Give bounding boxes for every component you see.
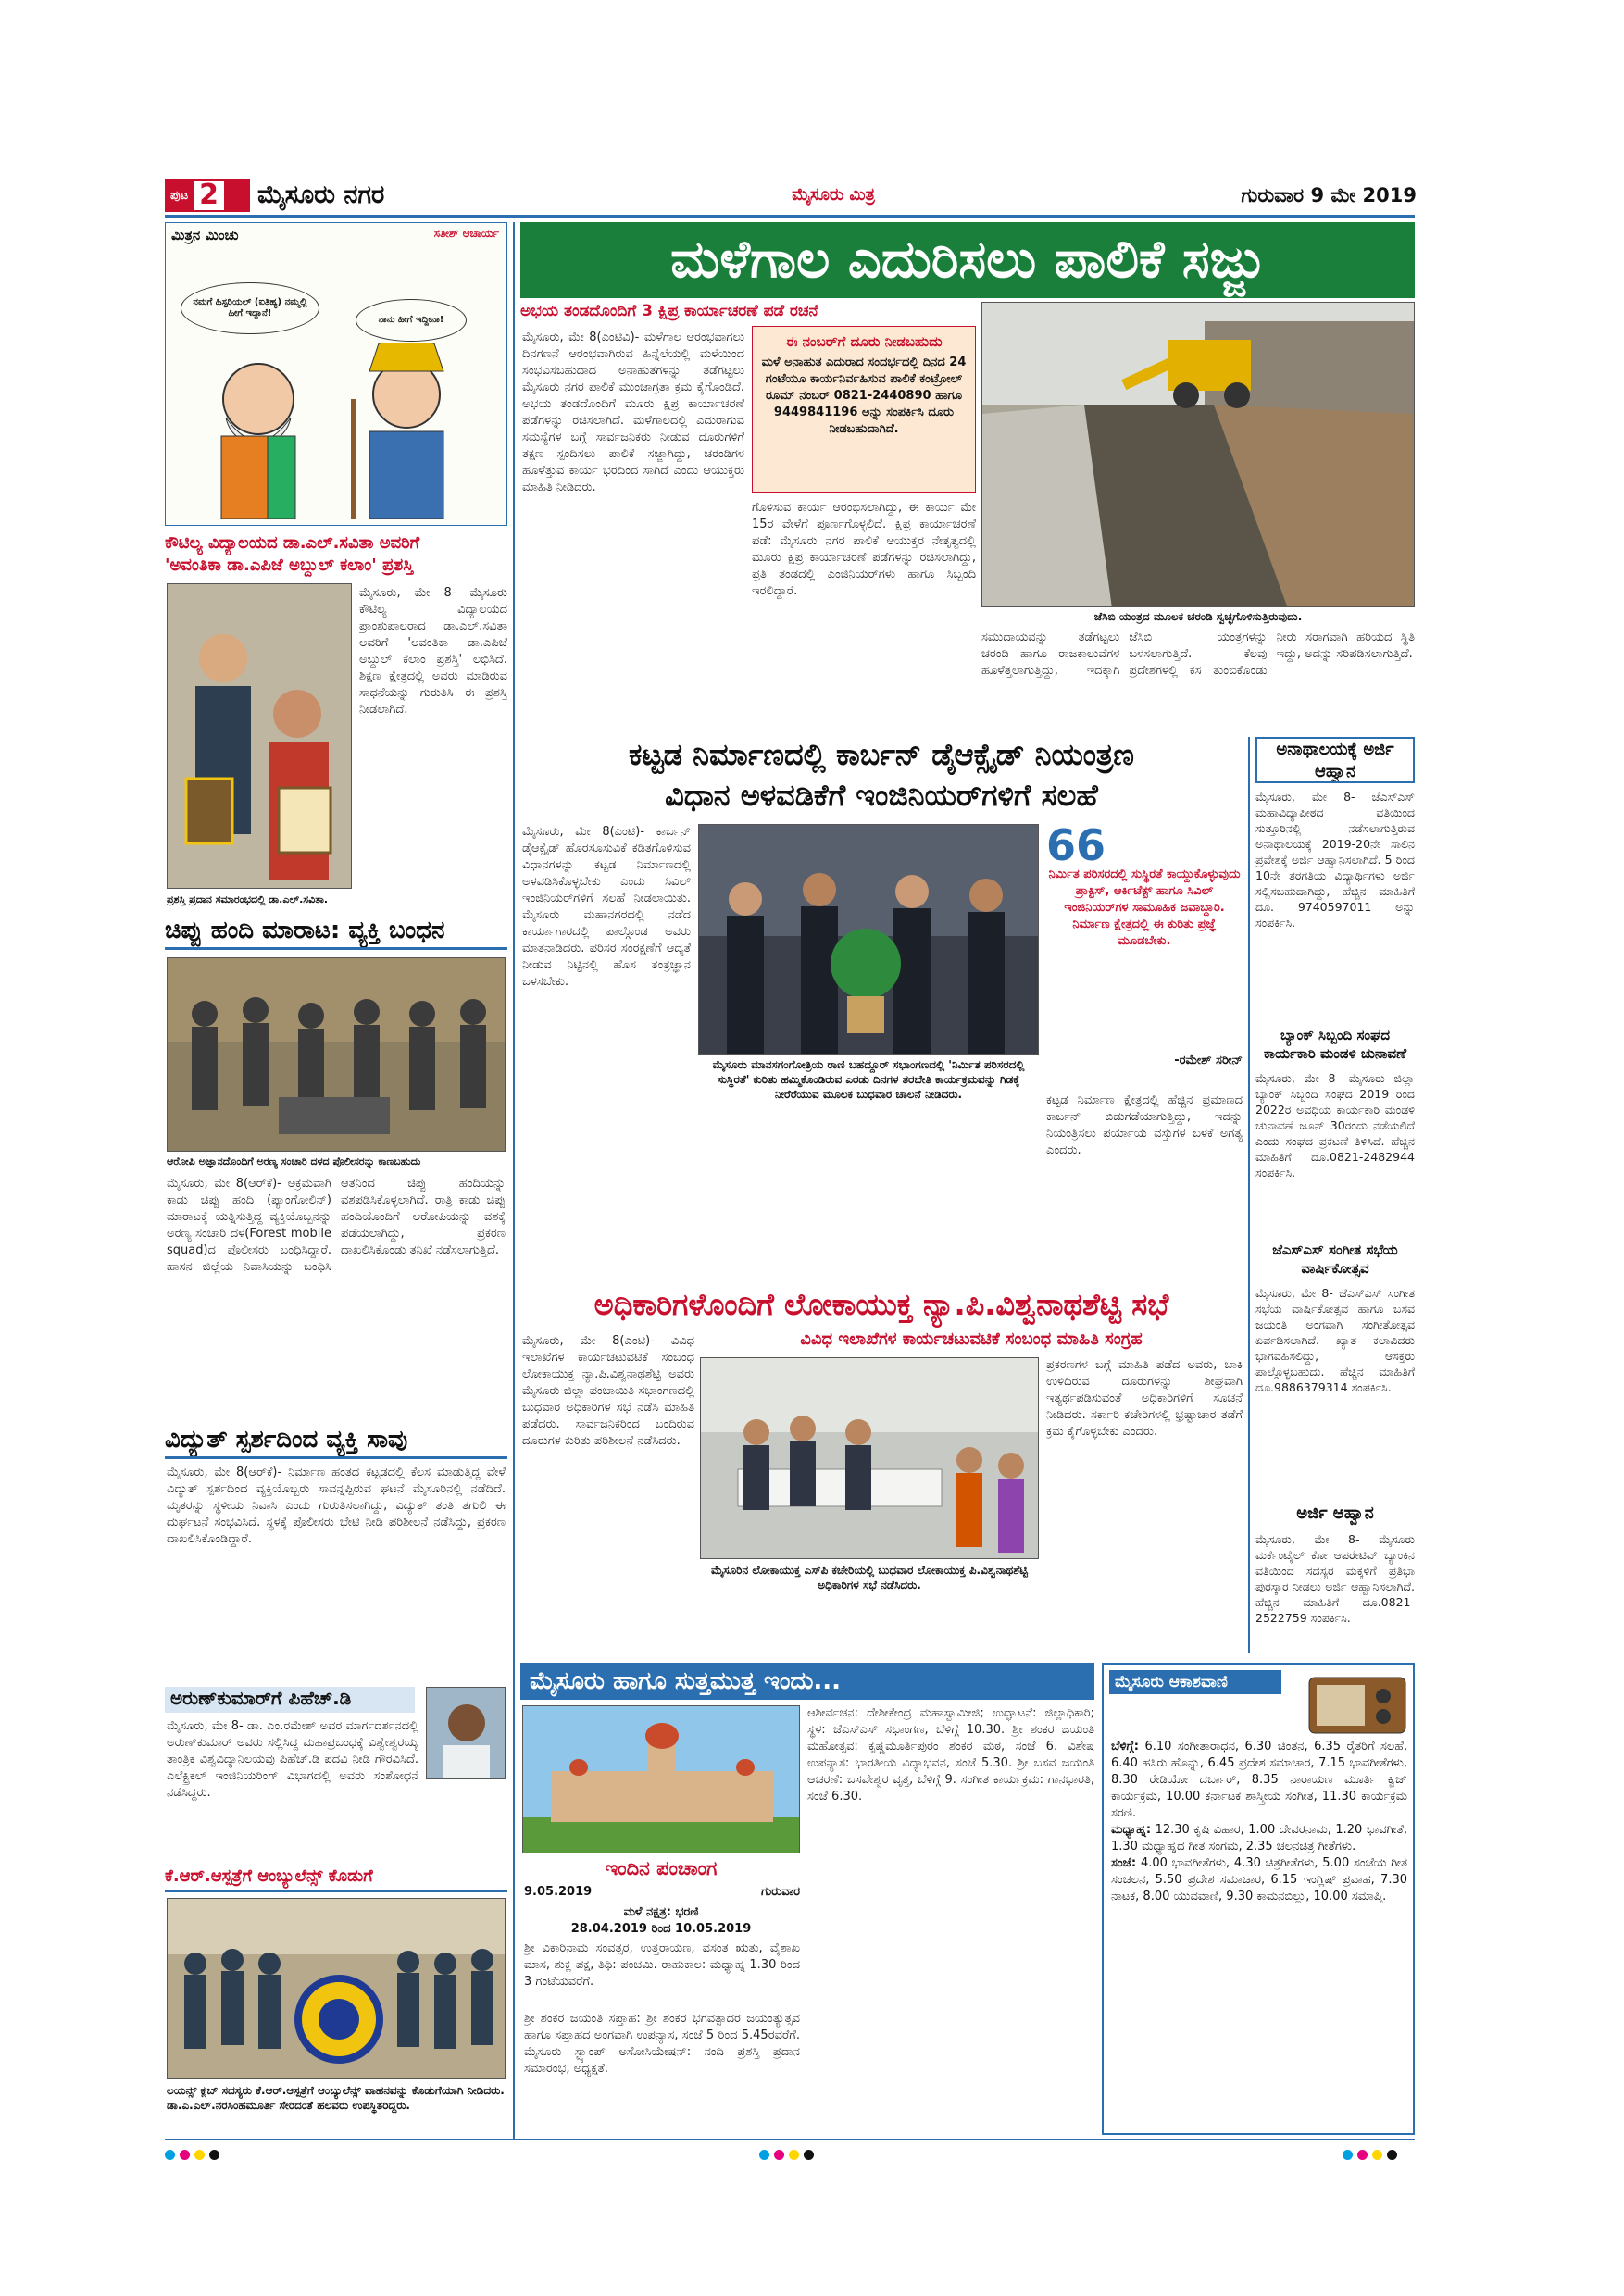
- panchanga-star: ಮಳೆ ನಕ್ಷತ್ರ: ಭರಣಿ: [623, 1905, 699, 1919]
- events-headline-text: ಮೈಸೂರು ಹಾಗೂ ಸುತ್ತಮುತ್ತ ಇಂದು...: [530, 1667, 842, 1695]
- radio-noon: 12.30 ಕೃಷಿ ವಿಹಾರ, 1.00 ದೇವರನಾಮ, 1.20 ಭಾವಗೀತೆ, 1.30 ಮಧ್ಯಾಹ್ನದ ಗೀತ ಸಂಗಮ, 2.35 ಚಲನಚಿತ್ರ ಗೀತೆಗಳು.: [1111, 1823, 1407, 1853]
- orphanage-body: ಮೈಸೂರು, ಮೇ 8- ಜೆಎಸ್‌ಎಸ್ ಮಹಾವಿದ್ಯಾಪೀಠದ ವತಿಯಿಂದ ಸುತ್ತೂರಿನಲ್ಲಿ ನಡೆಸಲಾಗುತ್ತಿರುವ ಅನಾಥಾಲಯಕ್ಕೆ 2019-20ನೇ ಸಾಲಿನ ಪ್ರವೇಶಕ್ಕೆ ಅರ್ಜಿ ಆಹ್ವಾನಿಸಲಾಗಿದೆ. 5 ರಿಂದ 10ನೇ ತರಗತಿಯ ವಿದ್ಯಾರ್ಥಿಗಳು ಅರ್ಜಿ ಸಲ್ಲಿಸಬಹುದಾಗಿದ್ದು, ಹೆಚ್ಚಿನ ಮಾಹಿತಿಗೆ ದೂ. 9740597011 ಅನ್ನು ಸಂಪರ್ಕಿಸಿ.: [1255, 790, 1415, 930]
- main-photo-art: [982, 303, 1415, 607]
- lokayukta-photo: [700, 1357, 1039, 1559]
- events-headline: [520, 1663, 1094, 1700]
- phd-body: ಮೈಸೂರು, ಮೇ 8- ಡಾ. ಎಂ.ರಮೇಶ್ ಅವರ ಮಾರ್ಗದರ್ಶನದಲ್ಲಿ ಅರುಣ್‌ಕುಮಾರ್ ಅವರು ಸಲ್ಲಿಸಿದ್ದ ಮಹಾಪ್ರಬಂಧಕ್ಕೆ ವಿಶ್ವೇಶ್ವರಯ್ಯ ತಾಂತ್ರಿಕ ವಿಶ್ವವಿದ್ಯಾನಿಲಯವು ಪಿಹೆಚ್.ಡಿ ಪದವಿ ನೀಡಿ ಗೌರವಿಸಿದೆ. ಎಲೆಕ್ಟ್ರಿಕಲ್ ಇಂಜಿನಿಯರಿಂಗ್ ವಿಭಾಗದಲ್ಲಿ ಅವರು ಸಂಶೋಧನೆ ನಡೆಸಿದ್ದರು.: [167, 1719, 418, 1800]
- header-rule: [165, 215, 1415, 218]
- helpline-text: ಮಳೆ ಅನಾಹುತ ಎದುರಾದ ಸಂದರ್ಭದಲ್ಲಿ ದಿನದ 24 ಗಂಟೆಯೂ ಕಾರ್ಯನಿರ್ವಹಿಸುವ ಪಾಲಿಕೆ ಕಂಟ್ರೋಲ್ ರೂಮ್ ನಂಬರ್ 0821-2440890 ಹಾಗೂ 9449841196 ಅನ್ನು ಸಂಪರ್ಕಿಸಿ ದೂರು ನೀಡಬಹುದಾಗಿದೆ.: [761, 356, 967, 436]
- award-caption: ಪ್ರಶಸ್ತಿ ಪ್ರದಾನ ಸಮಾರಂಭದಲ್ಲಿ ಡಾ.ಎಲ್.ಸವಿತಾ.: [167, 893, 329, 905]
- registration-dot: [804, 2150, 814, 2160]
- registration-dot: [774, 2150, 784, 2160]
- registration-dot: [789, 2150, 799, 2160]
- cartoon-bubble-left: [181, 282, 319, 334]
- lokayukta-caption: ಮೈಸೂರಿನ ಲೋಕಾಯುಕ್ತ ಎಸ್‌ಪಿ ಕಚೇರಿಯಲ್ಲಿ ಬುಧವಾರ ಲೋಕಾಯುಕ್ತ ಪಿ.ವಿಶ್ವನಾಥಶೆಟ್ಟಿ ಅಧಿಕಾರಿಗಳ ಸಭೆ ನಡೆಸಿದರು.: [711, 1564, 1028, 1591]
- electric-headline: ವಿದ್ಯುತ್ ಸ್ಪರ್ಶದಿಂದ ವ್ಯಕ್ತಿ ಸಾವು: [165, 1426, 507, 1459]
- main-headline-text: ಮಳೆಗಾಲ ಎದುರಿಸಲು ಪಾಲಿಕೆ ಸಜ್ಜು: [670, 230, 1265, 290]
- panchanga-title: ಇಂದಿನ ಪಂಚಾಂಗ: [605, 1857, 718, 1879]
- award-headline-1: ಕೌಟಿಲ್ಯ ವಿದ್ಯಾಲಯದ ಡಾ.ಎಲ್.ಸವಿತಾ ಅವರಿಗೆ: [165, 533, 420, 553]
- sandal-photo-art: [168, 958, 506, 1152]
- footer-dots-left: [165, 2146, 239, 2159]
- radio-panel: [1102, 1663, 1415, 2135]
- orphanage-headline: ಅನಾಥಾಲಯಕ್ಕೆ ಅರ್ಜಿ ಆಹ್ವಾನ: [1255, 737, 1415, 783]
- radio-noon-label: ಮಧ್ಯಾಹ್ನ:: [1111, 1823, 1152, 1837]
- award-headline-2: 'ಅವಂತಿಕಾ ಡಾ.ಎಪಿಜೆ ಅಬ್ದುಲ್ ಕಲಾಂ' ಪ್ರಶಸ್ತಿ: [165, 555, 414, 575]
- registration-dot: [1372, 2150, 1382, 2160]
- award-photo-art: [168, 584, 352, 889]
- sandal-headline: ಚಿಪ್ಪು ಹಂದಿ ಮಾರಾಟ: ವ್ಯಕ್ತಿ ಬಂಧನ: [165, 917, 507, 950]
- carbon-photo-caption: ಮೈಸೂರು ಮಾನಸಗಂಗೋತ್ರಿಯ ರಾಣಿ ಬಹದ್ದೂರ್ ಸಭಾಂಗಣದಲ್ಲಿ 'ನಿರ್ಮಿತ ಪರಿಸರದಲ್ಲಿ ಸುಸ್ಥಿರತೆ' ಕುರಿತು ಹಮ್ಮಿಕೊಂಡಿರುವ ಎರಡು ದಿನಗಳ ತರಬೇತಿ ಕಾರ್ಯಕ್ರಮವನ್ನು ಗಿಡಕ್ಕೆ ನೀರೆರೆಯುವ ಮೂಲಕ ಬುಧವಾರ ಚಾಲನೆ ನೀಡಿದರು.: [712, 1058, 1025, 1101]
- teachers-headline: ಬ್ಯಾಂಕ್ ಸಿಬ್ಬಂದಿ ಸಂಘದ ಕಾರ್ಯಕಾರಿ ಮಂಡಳಿ ಚುನಾವಣೆ: [1263, 1027, 1407, 1062]
- cartoon-panel: [165, 222, 507, 526]
- lions-photo: [167, 1898, 506, 2079]
- music-body: ಮೈಸೂರು, ಮೇ 8- ಜೆಎಸ್‌ಎಸ್ ಸಂಗೀತ ಸಭೆಯ ವಾರ್ಷಿಕೋತ್ಸವ ಹಾಗೂ ಬಸವ ಜಯಂತಿ ಅಂಗವಾಗಿ ಸಂಗೀತೋತ್ಸವ ಏರ್ಪಡಿಸಲಾಗಿದೆ. ಖ್ಯಾತ ಕಲಾವಿದರು ಭಾಗವಹಿಸಲಿದ್ದು, ಆಸಕ್ತರು ಪಾಲ್ಗೊಳ್ಳಬಹುದು. ಹೆಚ್ಚಿನ ಮಾಹಿತಿಗೆ ದೂ.9886379314 ಸಂಪರ್ಕಿಸಿ.: [1255, 1286, 1415, 1394]
- radio-evening: 4.00 ಭಾವಗೀತೆಗಳು, 4.30 ಚಿತ್ರಗೀತೆಗಳು, 5.00 ಸಂಜೆಯ ಗೀತ ಸಂಚಲನ, 5.50 ಪ್ರದೇಶ ಸಮಾಚಾರ, 6.15 ಇಂಗ್ಲಿಷ್ ಪ್ರವಾಹ, 7.30 ನಾಟಕ, 8.00 ಯುವವಾಣಿ, 9.30 ಕಾಮನಬಿಲ್ಲು, 10.00 ಸಮಾಪ್ತಿ.: [1111, 1856, 1407, 1903]
- registration-dot: [1357, 2150, 1368, 2160]
- registration-dot: [1343, 2150, 1353, 2160]
- main-body-1: ಮೈಸೂರು, ಮೇ 8(ಎಂಟಿವಿ)- ಮಳೆಗಾಲ ಆರಂಭವಾಗಲು ದಿನಗಣನೆ ಆರಂಭವಾಗಿರುವ ಹಿನ್ನೆಲೆಯಲ್ಲಿ ಮಳೆಯಿಂದ ಸಂಭವಿಸಬಹುದಾದ ಅನಾಹುತಗಳನ್ನು ತಡೆಗಟ್ಟಲು ಮೈಸೂರು ನಗರ ಪಾಲಿಕೆ ಮುಂಜಾಗ್ರತಾ ಕ್ರಮ ಕೈಗೊಂಡಿದೆ. ಅಭಯ ತಂಡದೊಂದಿಗೆ ಮೂರು ಕ್ಷಿಪ್ರ ಕಾರ್ಯಾಚರಣೆ ಪಡೆಗಳನ್ನು ರಚಿಸಲಾಗಿದೆ. ಮಳೆಗಾಲದಲ್ಲಿ ಎದುರಾಗುವ ಸಮಸ್ಯೆಗಳ ಬಗ್ಗೆ ಸಾರ್ವಜನಿಕರು ನೀಡುವ ದೂರುಗಳಿಗೆ ತಕ್ಷಣ ಸ್ಪಂದಿಸಲು ಪಾಲಿಕೆ ಸಜ್ಜಾಗಿದ್ದು, ಚರಂಡಿಗಳ ಹೂಳೆತ್ತುವ ಕಾರ್ಯ ಭರದಿಂದ ಸಾಗಿದೆ ಎಂದು ಆಯುಕ್ತರು ಮಾಹಿತಿ ನೀಡಿದರು.: [522, 331, 744, 494]
- application-headline: ಅರ್ಜಿ ಆಹ್ವಾನ: [1296, 1504, 1374, 1523]
- helpline-title: ಈ ನಂಬರ್‌ಗೆ ದೂರು ನೀಡಬಹುದು: [785, 333, 943, 350]
- carbon-quote-author: -ರಮೇಶ್ ಸರೀನ್: [1174, 1054, 1243, 1067]
- registration-dot: [1387, 2150, 1397, 2160]
- radio-morning: 6.10 ಸಂಗೀತಾರಾಧನ, 6.30 ಚಿಂತನ, 6.35 ರೈತರಿಗೆ ಸಲಹೆ, 6.40 ಹಸಿರು ಹೊನ್ನು, 6.45 ಪ್ರದೇಶ ಸಮಾಚಾರ, 7.15 ಭಾವಗೀತೆಗಳು, 8.30 ರೇಡಿಯೋ ದರ್ಬಾರ್, 8.35 ನಾರಾಯಣ ಮೂರ್ತಿ ಕ್ವಿಜ್ ಕಾರ್ಯಕ್ರಮ, 10.00 ಕರ್ನಾಟಕ ಶಾಸ್ತ್ರೀಯ ಸಂಗೀತ, 11.30 ಕಾರ್ಯಕ್ರಮ ಸರಣಿ.: [1111, 1740, 1407, 1820]
- lions-caption: ಲಯನ್ಸ್ ಕ್ಲಬ್ ಸದಸ್ಯರು ಕೆ.ಆರ್.ಆಸ್ಪತ್ರೆಗೆ ಆಂಬ್ಯುಲೆನ್ಸ್ ವಾಹನವನ್ನು ಕೊಡುಗೆಯಾಗಿ ನೀಡಿದರು. ಡಾ.ಎ.ಎಲ್.ನರಸಿಂಹಮೂರ್ತಿ ಸೇರಿದಂತೆ ಹಲವರು ಉಪಸ್ಥಿತರಿದ್ದರು.: [167, 2084, 505, 2112]
- phd-photo-art: [427, 1688, 506, 1779]
- award-photo: [167, 583, 352, 889]
- footer-dots-center: [759, 2146, 833, 2159]
- cartoon-bubble-left-text: ನಮಗೆ ಹಿಸ್ಟರಿಯಲ್ (ಐತಿಹ್ಯ) ನಮ್ಮಲ್ಲಿ ಹೀಗೆ ಇದ್ದಾನೆ!: [193, 297, 307, 318]
- panchanga-day: ಗುರುವಾರ: [761, 1885, 800, 1899]
- main-photo-caption: ಜೆಸಿಬಿ ಯಂತ್ರದ ಮೂಲಕ ಚರಂಡಿ ಸ್ವಚ್ಛಗೊಳಿಸುತ್ತಿರುವುದು.: [1093, 610, 1303, 623]
- carbon-photo: [698, 824, 1039, 1055]
- radio-headline: ಮೈಸೂರು ಆಕಾಶವಾಣಿ: [1109, 1670, 1281, 1694]
- cartoon-artist: ಸತೀಶ್ ಆಚಾರ್ಯ: [433, 227, 499, 240]
- page-label: ಪುಟ: [170, 188, 189, 203]
- lokayukta-photo-art: [701, 1358, 1039, 1559]
- carbon-headline-2: ವಿಧಾನ ಅಳವಡಿಕೆಗೆ ಇಂಜಿನಿಯರ್‌ಗಳಿಗೆ ಸಲಹೆ: [665, 778, 1098, 813]
- registration-dot: [759, 2150, 769, 2160]
- lokayukta-headline: ಅಧಿಕಾರಿಗಳೊಂದಿಗೆ ಲೋಕಾಯುಕ್ತ ನ್ಯಾ.ಪಿ.ವಿಶ್ವನಾಥಶೆಟ್ಟಿ ಸಭೆ: [593, 1287, 1169, 1322]
- award-body: ಮೈಸೂರು, ಮೇ 8- ಮೈಸೂರು ಕೌಟಿಲ್ಯ ವಿದ್ಯಾಲಯದ ಪ್ರಾಂಶುಪಾಲರಾದ ಡಾ.ಎಲ್.ಸವಿತಾ ಅವರಿಗೆ 'ಅವಂತಿಕಾ ಡಾ.ಎಪಿಜೆ ಅಬ್ದುಲ್ ಕಲಾಂ ಪ್ರಶಸ್ತಿ' ಲಭಿಸಿದೆ. ಶಿಕ್ಷಣ ಕ್ಷೇತ್ರದಲ್ಲಿ ಅವರು ಮಾಡಿರುವ ಸಾಧನೆಯನ್ನು ಗುರುತಿಸಿ ಈ ಪ್ರಶಸ್ತಿ ನೀಡಲಾಗಿದೆ.: [359, 586, 507, 717]
- left-column-divider: [513, 222, 515, 2139]
- page-number-box: [165, 179, 250, 212]
- carbon-quote-mark: 66: [1046, 820, 1106, 870]
- main-headline: [520, 222, 1415, 298]
- sandal-body: ಮೈಸೂರು, ಮೇ 8(ಆರ್‌ಕೆ)- ಅಕ್ರಮವಾಗಿ ಕಾಡು ಚಿಪ್ಪು ಹಂದಿ (ಪ್ಯಾಂಗೋಲಿನ್) ಮಾರಾಟಕ್ಕೆ ಯತ್ನಿಸುತ್ತಿದ್ದ ವ್ಯಕ್ತಿಯೊಬ್ಬನನ್ನು ಅರಣ್ಯ ಸಂಚಾರಿ ದಳ(Forest mobile squad)ದ ಪೊಲೀಸರು ಬಂಧಿಸಿದ್ದಾರೆ. ಹಾಸನ ಜಿಲ್ಲೆಯ ನಿವಾಸಿಯನ್ನು ಬಂಧಿಸಿ ಆತನಿಂದ ಚಿಪ್ಪು ಹಂದಿಯನ್ನು ವಶಪಡಿಸಿಕೊಳ್ಳಲಾಗಿದೆ. ರಾತ್ರಿ ಕಾಡು ಚಿಪ್ಪು ಹಂದಿಯೊಂದಿಗೆ ಆರೋಪಿಯನ್ನು ವಶಕ್ಕೆ ಪಡೆಯಲಾಗಿದ್ದು, ಪ್ರಕರಣ ದಾಖಲಿಸಿಕೊಂಡು ತನಿಖೆ ನಡೆಸಲಾಗುತ್ತಿದೆ.: [167, 1177, 506, 1274]
- events-body: ಆಶೀರ್ವಚನ: ದೇಶೀಕೇಂದ್ರ ಮಹಾಸ್ವಾಮೀಜಿ; ಉದ್ಘಾಟನೆ: ಜಿಲ್ಲಾಧಿಕಾರಿ; ಸ್ಥಳ: ಜೆಎಸ್‌ಎಸ್ ಸಭಾಂಗಣ, ಬೆಳಿಗ್ಗೆ 10.30. ಶ್ರೀ ಶಂಕರ ಜಯಂತಿ ಮಹೋತ್ಸವ: ಕೃಷ್ಣಮೂರ್ತಿಪುರಂ ಶಂಕರ ಮಠ, ಸಂಜೆ 6. ವಿಶೇಷ ಉಪನ್ಯಾಸ: ಭಾರತೀಯ ವಿದ್ಯಾಭವನ, ಸಂಜೆ 5.30. ಶ್ರೀ ಬಸವ ಜಯಂತಿ ಆಚರಣೆ: ಬಸವೇಶ್ವರ ವೃತ್ತ, ಬೆಳಿಗ್ಗೆ 9. ಸಂಗೀತ ಕಾರ್ಯಕ್ರಮ: ಗಾನಭಾರತಿ, ಸಂಜೆ 6.30.: [807, 1706, 1094, 1803]
- page-number: 2: [194, 181, 224, 210]
- registration-dot: [165, 2150, 175, 2160]
- cartoon-illustration: [184, 343, 490, 519]
- carbon-body-1: ಮೈಸೂರು, ಮೇ 8(ಎಂಟಿ)- ಕಾರ್ಬನ್ ಡೈಆಕ್ಸೈಡ್ ಹೊರಸೂಸುವಿಕೆ ಕಡಿತಗೊಳಿಸುವ ವಿಧಾನಗಳನ್ನು ಕಟ್ಟಡ ನಿರ್ಮಾಣದಲ್ಲಿ ಅಳವಡಿಸಿಕೊಳ್ಳಬೇಕು ಎಂದು ಸಿವಿಲ್ ಇಂಜಿನಿಯರ್‌ಗಳಿಗೆ ಸಲಹೆ ನೀಡಲಾಯಿತು. ಮೈಸೂರು ಮಹಾನಗರದಲ್ಲಿ ನಡೆದ ಕಾರ್ಯಾಗಾರದಲ್ಲಿ ಪಾಲ್ಗೊಂಡ ಅವರು ಮಾತನಾಡಿದರು. ಪರಿಸರ ಸಂರಕ್ಷಣೆಗೆ ಆದ್ಯತೆ ನೀಡುವ ನಿಟ್ಟಿನಲ್ಲಿ ಹೊಸ ತಂತ್ರಜ್ಞಾನ ಬಳಸಬೇಕು.: [522, 825, 691, 989]
- radio-schedule: [1111, 1739, 1407, 2128]
- sandal-photo: [167, 957, 506, 1152]
- helpline-box: [752, 326, 976, 493]
- lokayukta-subhead: ವಿವಿಧ ಇಲಾಖೆಗಳ ಕಾರ್ಯಚಟುವಟಿಕೆ ಸಂಬಂಧ ಮಾಹಿತಿ ಸಂಗ್ರಹ: [800, 1329, 1143, 1349]
- palace-photo: [522, 1705, 800, 1853]
- sandal-caption: ಆರೋಪಿ ಅಜ್ಞಾನದೊಂದಿಗೆ ಅರಣ್ಯ ಸಂಚಾರಿ ದಳದ ಪೊಲೀಸರನ್ನು ಕಾಣಬಹುದು: [167, 1155, 421, 1167]
- application-body: ಮೈಸೂರು, ಮೇ 8- ಮೈಸೂರು ಮರ್ಕೆಂಟೈಲ್ ಕೋ ಆಪರೇಟಿವ್ ಬ್ಯಾಂಕಿನ ವತಿಯಿಂದ ಸದಸ್ಯರ ಮಕ್ಕಳಿಗೆ ಪ್ರತಿಭಾ ಪುರಸ್ಕಾರ ನೀಡಲು ಅರ್ಜಿ ಆಹ್ವಾನಿಸಲಾಗಿದೆ. ಹೆಚ್ಚಿನ ಮಾಹಿತಿಗೆ ದೂ.0821-2522759 ಸಂಪರ್ಕಿಸಿ.: [1255, 1532, 1415, 1625]
- electric-body: ಮೈಸೂರು, ಮೇ 8(ಆರ್‌ಕೆ)- ನಿರ್ಮಾಣ ಹಂತದ ಕಟ್ಟಡದಲ್ಲಿ ಕೆಲಸ ಮಾಡುತ್ತಿದ್ದ ವೇಳೆ ವಿದ್ಯುತ್ ಸ್ಪರ್ಶದಿಂದ ವ್ಯಕ್ತಿಯೊಬ್ಬರು ಸಾವನ್ನಪ್ಪಿರುವ ಘಟನೆ ಮೈಸೂರಿನಲ್ಲಿ ನಡೆದಿದೆ. ಮೃತರನ್ನು ಸ್ಥಳೀಯ ನಿವಾಸಿ ಎಂದು ಗುರುತಿಸಲಾಗಿದ್ದು, ವಿದ್ಯುತ್ ತಂತಿ ತಗುಲಿ ಈ ದುರ್ಘಟನೆ ಸಂಭವಿಸಿದೆ. ಸ್ಥಳಕ್ಕೆ ಪೊಲೀಸರು ಭೇಟಿ ನೀಡಿ ಪರಿಶೀಲನೆ ನಡೆಸಿದ್ದು, ಪ್ರಕರಣ ದಾಖಲಿಸಿಕೊಂಡಿದ್ದಾರೆ.: [167, 1466, 506, 1546]
- phd-photo: [426, 1687, 506, 1779]
- section-title: ಮೈಸೂರು ನಗರ: [257, 181, 385, 209]
- lions-photo-art: [168, 1899, 506, 2079]
- main-subhead: ಅಭಯ ತಂಡದೊಂದಿಗೆ 3 ಕ್ಷಿಪ್ರ ಕಾರ್ಯಾಚರಣೆ ಪಡೆ ರಚನೆ: [520, 302, 818, 320]
- lokayukta-body-1: ಮೈಸೂರು, ಮೇ 8(ಎಂಟಿ)- ವಿವಿಧ ಇಲಾಖೆಗಳ ಕಾರ್ಯಚಟುವಟಿಕೆ ಸಂಬಂಧ ಲೋಕಾಯುಕ್ತ ನ್ಯಾ.ಪಿ.ವಿಶ್ವನಾಥಶೆಟ್ಟಿ ಅವರು ಮೈಸೂರು ಜಿಲ್ಲಾ ಪಂಚಾಯಿತಿ ಸಭಾಂಗಣದಲ್ಲಿ ಬುಧವಾರ ಅಧಿಕಾರಿಗಳ ಸಭೆ ನಡೆಸಿ ಮಾಹಿತಿ ಪಡೆದರು. ಸಾರ್ವಜನಿಕರಿಂದ ಬಂದಿರುವ ದೂರುಗಳ ಕುರಿತು ಪರಿಶೀಲನೆ ನಡೆಸಿದರು.: [522, 1334, 694, 1448]
- lokayukta-body-2: ಪ್ರಕರಣಗಳ ಬಗ್ಗೆ ಮಾಹಿತಿ ಪಡೆದ ಅವರು, ಬಾಕಿ ಉಳಿದಿರುವ ದೂರುಗಳನ್ನು ಶೀಘ್ರವಾಗಿ ಇತ್ಯರ್ಥಪಡಿಸುವಂತೆ ಅಧಿಕಾರಿಗಳಿಗೆ ಸೂಚನೆ ನೀಡಿದರು. ಸರ್ಕಾರಿ ಕಚೇರಿಗಳಲ್ಲಿ ಭ್ರಷ್ಟಾಚಾರ ತಡೆಗೆ ಕ್ರಮ ಕೈಗೊಳ್ಳಬೇಕು ಎಂದರು.: [1046, 1358, 1243, 1439]
- carbon-quote-box: [1046, 820, 1243, 1089]
- cartoon-bubble-right-text: ನಾನು ಹೀಗೆ ಇದ್ದೀನಾ!: [378, 315, 444, 325]
- main-body-4: ಸಮುದಾಯವನ್ನು ತಡೆಗಟ್ಟಲು ಚರಂಡಿ ಹಾಗೂ ರಾಜಕಾಲುವೆಗಳ ಹೂಳೆತ್ತಲಾಗುತ್ತಿದ್ದು, ಇದಕ್ಕಾಗಿ ಜೆಸಿಬಿ ಯಂತ್ರಗಳನ್ನು ಬಳಸಲಾಗುತ್ತಿದೆ. ಕೆಲವು ಪ್ರದೇಶಗಳಲ್ಲಿ ಕಸ ತುಂಬಿಕೊಂಡು ನೀರು ಸರಾಗವಾಗಿ ಹರಿಯದ ಸ್ಥಿತಿ ಇದ್ದು, ಅದನ್ನು ಸರಿಪಡಿಸಲಾಗುತ್ತಿದೆ.: [981, 630, 1415, 678]
- events-extra: ಶ್ರೀ ಶಂಕರ ಜಯಂತಿ ಸಪ್ತಾಹ: ಶ್ರೀ ಶಂಕರ ಭಗವತ್ಪಾದರ ಜಯಂತ್ಯುತ್ಸವ ಹಾಗೂ ಸಪ್ತಾಹದ ಅಂಗವಾಗಿ ಉಪನ್ಯಾಸ, ಸಂಜೆ 5 ರಿಂದ 5.45ರವರೆಗೆ. ಮೈಸೂರು ಸ್ಟ್ಯಾಂಪ್ ಅಸೋಸಿಯೇಷನ್: ನಂದಿ ಪ್ರಶಸ್ತಿ ಪ್ರದಾನ ಸಮಾರಂಭ, ಅಧ್ಯಕ್ಷತೆ.: [524, 2012, 800, 2076]
- masthead: ಮೈಸೂರು ಮಿತ್ರ: [792, 185, 875, 205]
- radio-icon: [1307, 1670, 1407, 1735]
- main-body-3: ಗೊಳಿಸುವ ಕಾರ್ಯ ಆರಂಭಿಸಲಾಗಿದ್ದು, ಈ ಕಾರ್ಯ ಮೇ 15ರ ವೇಳೆಗೆ ಪೂರ್ಣಗೊಳ್ಳಲಿದೆ. ಕ್ಷಿಪ್ರ ಕಾರ್ಯಾಚರಣೆ ಪಡೆ: ಮೈಸೂರು ನಗರ ಪಾಲಿಕೆ ಆಯುಕ್ತರ ನೇತೃತ್ವದಲ್ಲಿ ಮೂರು ಕ್ಷಿಪ್ರ ಕಾರ್ಯಾಚರಣೆ ಪಡೆಗಳನ್ನು ರಚಿಸಲಾಗಿದ್ದು, ಪ್ರತಿ ತಂಡದಲ್ಲಿ ಎಂಜಿನಿಯರ್‌ಗಳು ಹಾಗೂ ಸಿಬ್ಬಂದಿ ಇರಲಿದ್ದಾರೆ.: [752, 501, 976, 598]
- cartoon-title: ಮಿತ್ರನ ಮಿಂಚು: [171, 227, 239, 243]
- phd-headline: ಅರುಣ್‌ಕುಮಾರ್‌ಗೆ ಪಿಹೆಚ್.ಡಿ: [165, 1687, 415, 1713]
- registration-dot: [209, 2150, 219, 2160]
- registration-dot: [194, 2150, 205, 2160]
- panchanga-date: 9.05.2019: [524, 1885, 593, 1899]
- radio-morning-label: ಬೆಳಿಗ್ಗೆ:: [1111, 1740, 1139, 1753]
- carbon-headline-1: ಕಟ್ಟಡ ನಿರ್ಮಾಣದಲ್ಲಿ ಕಾರ್ಬನ್ ಡೈಆಕ್ಸೈಡ್ ನಿಯಂತ್ರಣ: [629, 737, 1134, 772]
- footer-rule: [165, 2139, 1415, 2140]
- panchanga-body: ಶ್ರೀ ವಿಕಾರಿನಾಮ ಸಂವತ್ಸರ, ಉತ್ತರಾಯಣ, ವಸಂತ ಋತು, ವೈಶಾಖ ಮಾಸ, ಶುಕ್ಲ ಪಕ್ಷ, ತಿಥಿ: ಪಂಚಮಿ. ರಾಹುಕಾಲ: ಮಧ್ಯಾಹ್ನ 1.30 ರಿಂದ 3 ಗಂಟೆಯವರೆಗೆ.: [524, 1941, 800, 1989]
- header-date: ಗುರುವಾರ 9 ಮೇ 2019: [1241, 184, 1417, 206]
- right-column-divider: [1248, 737, 1250, 1653]
- main-photo: [981, 302, 1415, 607]
- music-headline: ಜೆಎಸ್‌ಎಸ್ ಸಂಗೀತ ಸಭೆಯ ವಾರ್ಷಿಕೋತ್ಸವ: [1272, 1242, 1398, 1277]
- lions-headline: ಕೆ.ಆರ್.ಆಸ್ಪತ್ರೆಗೆ ಆಂಬ್ಯುಲೆನ್ಸ್ ಕೊಡುಗೆ: [165, 1866, 507, 1892]
- carbon-body-2: ಕಟ್ಟಡ ನಿರ್ಮಾಣ ಕ್ಷೇತ್ರದಲ್ಲಿ ಹೆಚ್ಚಿನ ಪ್ರಮಾಣದ ಕಾರ್ಬನ್ ಬಿಡುಗಡೆಯಾಗುತ್ತಿದ್ದು, ಇದನ್ನು ನಿಯಂತ್ರಿಸಲು ಪರ್ಯಾಯ ವಸ್ತುಗಳ ಬಳಕೆ ಅಗತ್ಯ ಎಂದರು.: [1046, 1093, 1243, 1157]
- cartoon-bubble-right: [356, 299, 467, 342]
- panchanga-range: 28.04.2019 ರಿಂದ 10.05.2019: [570, 1922, 752, 1936]
- footer-dots-right: [1343, 2146, 1417, 2159]
- palace-photo-art: [523, 1706, 800, 1853]
- carbon-quote-text: ನಿರ್ಮಿತ ಪರಿಸರದಲ್ಲಿ ಸುಸ್ಥಿರತೆ ಕಾಯ್ದುಕೊಳ್ಳುವುದು ಪ್ರಾಕ್ಟಿಸ್, ಆರ್ಕಿಟೆಕ್ಟ್ ಹಾಗೂ ಸಿವಿಲ್ ಇಂಜಿನಿಯರ್‌ಗಳ ಸಾಮೂಹಿಕ ಜವಾಬ್ದಾರಿ. ನಿರ್ಮಾಣ ಕ್ಷೇತ್ರದಲ್ಲಿ ಈ ಕುರಿತು ಪ್ರಜ್ಞೆ ಮೂಡಬೇಕು.: [1048, 867, 1241, 948]
- teachers-body: ಮೈಸೂರು, ಮೇ 8- ಮೈಸೂರು ಜಿಲ್ಲಾ ಬ್ಯಾಂಕ್ ಸಿಬ್ಬಂದಿ ಸಂಘದ 2019 ರಿಂದ 2022ರ ಅವಧಿಯ ಕಾರ್ಯಕಾರಿ ಮಂಡಳಿ ಚುನಾವಣೆ ಜೂನ್ 30ರಂದು ನಡೆಯಲಿದೆ ಎಂದು ಸಂಘದ ಪ್ರಕಟಣೆ ತಿಳಿಸಿದೆ. ಹೆಚ್ಚಿನ ಮಾಹಿತಿಗೆ ದೂ.0821-2482944 ಸಂಪರ್ಕಿಸಿ.: [1255, 1071, 1415, 1179]
- radio-evening-label: ಸಂಜೆ:: [1111, 1856, 1137, 1870]
- registration-dot: [180, 2150, 190, 2160]
- carbon-photo-art: [699, 825, 1039, 1055]
